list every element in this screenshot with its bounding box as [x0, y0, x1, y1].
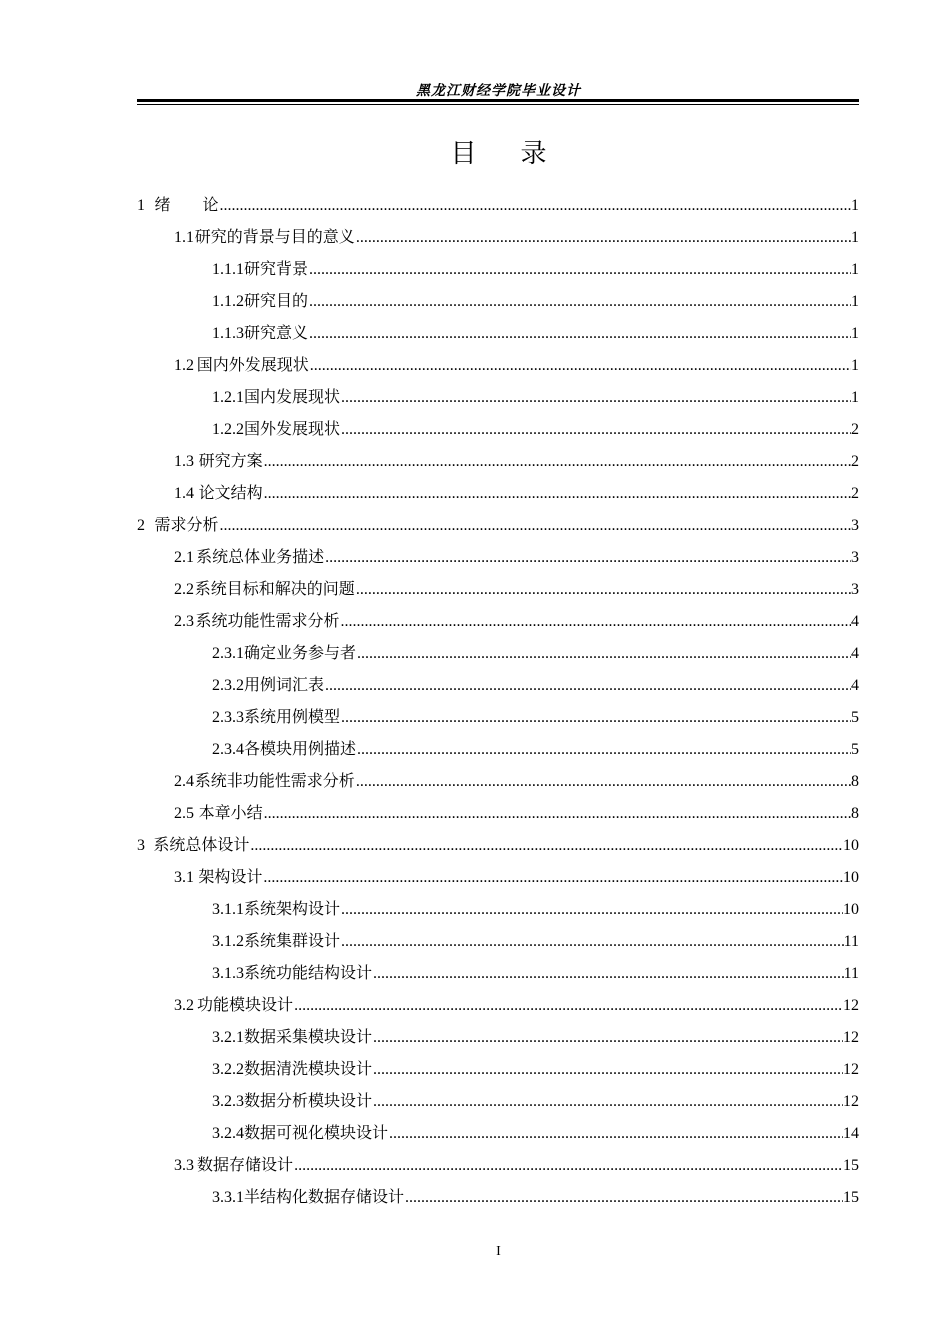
toc-entry[interactable] — [137, 894, 859, 926]
toc-entry-number: 2.5 — [174, 805, 194, 822]
toc-entry-title: 系统集群设计 — [244, 933, 341, 950]
toc-entry-title: 数据可视化模块设计 — [244, 1125, 389, 1142]
toc-entry[interactable] — [137, 286, 859, 318]
toc-entry-number: 1.4 — [174, 485, 194, 502]
toc-entry-number: 3.1 — [174, 869, 194, 886]
toc-dot-leader — [372, 1086, 843, 1118]
toc-entry-title: 数据采集模块设计 — [244, 1029, 373, 1046]
toc-dot-leader — [249, 830, 843, 862]
toc-dot-leader — [263, 446, 851, 478]
toc-entry[interactable] — [137, 190, 859, 222]
toc-entry-page: 8 — [851, 805, 859, 822]
toc-entry-page: 11 — [843, 933, 859, 950]
toc-entry-page: 1 — [851, 325, 859, 342]
toc-entry-page: 2 — [851, 421, 859, 438]
toc-entry[interactable] — [137, 926, 859, 958]
toc-entry-number: 3.1.1 — [212, 901, 244, 918]
toc-entry-page: 10 — [843, 901, 859, 918]
toc-entry-number: 3.1.3 — [212, 965, 244, 982]
toc-entry-title: 系统非功能性需求分析 — [194, 773, 355, 790]
toc-entry-title: 系统功能性需求分析 — [195, 613, 340, 630]
toc-entry-page: 1 — [851, 261, 859, 278]
toc-entry-page: 8 — [851, 773, 859, 790]
toc-entry-number: 3.2.4 — [212, 1125, 244, 1142]
toc-entry[interactable] — [137, 766, 859, 798]
toc-entry-title: 数据分析模块设计 — [244, 1093, 373, 1110]
toc-entry[interactable] — [137, 414, 859, 446]
toc-entry-number: 1.1.3 — [212, 325, 244, 342]
toc-entry-number: 1.1.1 — [212, 261, 244, 278]
toc-entry[interactable] — [137, 478, 859, 510]
toc-entry-number: 2 — [137, 517, 145, 534]
toc-entry[interactable] — [137, 318, 859, 350]
toc-entry[interactable] — [137, 990, 859, 1022]
toc-entry-number: 2.1 — [174, 549, 194, 566]
toc-entry-number: 2.3.2 — [212, 677, 244, 694]
toc-entry-number: 2.3 — [174, 613, 194, 630]
toc-entry[interactable] — [137, 574, 859, 606]
toc-entry[interactable] — [137, 1022, 859, 1054]
toc-entry-page: 4 — [851, 677, 859, 694]
toc-entry-page: 1 — [851, 197, 859, 214]
toc-entry-page: 1 — [851, 389, 859, 406]
toc-entry-title: 系统总体业务描述 — [196, 549, 325, 566]
toc-dot-leader — [340, 702, 851, 734]
toc-entry-title: 研究背景 — [244, 261, 309, 278]
header-rule-thick — [137, 99, 859, 102]
page-header-title: 黑龙江财经学院毕业设计 — [416, 84, 581, 99]
toc-entry-title: 半结构化数据存储设计 — [244, 1189, 405, 1206]
toc-entry-page: 3 — [851, 581, 859, 598]
toc-entry[interactable] — [137, 1150, 859, 1182]
toc-entry-title: 研究目的 — [244, 293, 309, 310]
toc-dot-leader — [218, 510, 851, 542]
toc-dot-leader — [372, 958, 844, 990]
toc-entry-number: 3.2.1 — [212, 1029, 244, 1046]
toc-entry-number: 1.2.1 — [212, 389, 244, 406]
toc-entry[interactable] — [137, 958, 859, 990]
toc-dot-leader — [218, 190, 851, 222]
header-rule-thin — [137, 104, 859, 105]
toc-entry-page: 12 — [843, 1093, 859, 1110]
toc-entry-page: 15 — [843, 1189, 859, 1206]
toc-dot-leader — [324, 670, 851, 702]
toc-entry-page: 14 — [843, 1125, 859, 1142]
toc-entry-title: 架构设计 — [198, 869, 263, 886]
toc-entry-title: 论文结构 — [198, 485, 263, 502]
toc-entry-page: 10 — [843, 837, 859, 854]
toc-dot-leader — [339, 606, 851, 638]
toc-title-char: 录 — [520, 139, 547, 168]
toc-entry[interactable] — [137, 542, 859, 574]
toc-entry-page: 4 — [851, 645, 859, 662]
toc-dot-leader — [372, 1054, 843, 1086]
toc-entry[interactable] — [137, 446, 859, 478]
toc-entry-title: 本章小结 — [198, 805, 263, 822]
toc-dot-leader — [308, 286, 851, 318]
toc-dot-leader — [404, 1182, 843, 1214]
toc-entry-title: 国内发展现状 — [244, 389, 341, 406]
toc-entry[interactable] — [137, 606, 859, 638]
toc-entry-title: 国外发展现状 — [244, 421, 341, 438]
toc-entry-number: 3.1.2 — [212, 933, 244, 950]
toc-entry-page: 12 — [843, 1029, 859, 1046]
toc-entry-title: 系统目标和解决的问题 — [194, 581, 355, 598]
toc-entry[interactable] — [137, 1118, 859, 1150]
table-of-contents — [137, 190, 859, 1214]
toc-dot-leader — [355, 766, 851, 798]
toc-entry[interactable] — [137, 862, 859, 894]
toc-entry-page: 5 — [851, 709, 859, 726]
toc-entry[interactable] — [137, 1086, 859, 1118]
toc-entry-number: 1.3 — [174, 453, 194, 470]
toc-dot-leader — [293, 1150, 843, 1182]
toc-entry-title: 国内外发展现状 — [196, 357, 309, 374]
toc-dot-leader — [308, 254, 851, 286]
toc-dot-leader — [340, 926, 844, 958]
toc-entry-page: 3 — [851, 549, 859, 566]
toc-entry-title: 绪 论 — [154, 197, 219, 214]
toc-entry[interactable] — [137, 1054, 859, 1086]
toc-entry-page: 1 — [851, 357, 859, 374]
toc-entry[interactable] — [137, 510, 859, 542]
toc-entry[interactable] — [137, 382, 859, 414]
toc-entry-title: 数据存储设计 — [197, 1157, 294, 1174]
toc-entry-number: 2.4 — [174, 773, 194, 790]
toc-entry-number: 2.3.1 — [212, 645, 244, 662]
toc-entry[interactable] — [137, 798, 859, 830]
toc-entry-number: 3.3 — [174, 1157, 194, 1174]
toc-dot-leader — [388, 1118, 843, 1150]
toc-entry-number: 2.3.4 — [212, 741, 244, 758]
toc-entry-title: 系统总体设计 — [153, 837, 250, 854]
toc-title — [0, 133, 950, 170]
toc-dot-leader — [324, 542, 851, 574]
toc-entry[interactable] — [137, 670, 859, 702]
toc-dot-leader — [309, 350, 851, 382]
toc-entry-title: 系统功能结构设计 — [244, 965, 373, 982]
toc-entry-title: 数据清洗模块设计 — [244, 1061, 373, 1078]
toc-entry-page: 2 — [851, 485, 859, 502]
toc-entry-number: 1.2.2 — [212, 421, 244, 438]
toc-entry-page: 11 — [843, 965, 859, 982]
toc-entry-number: 1 — [137, 197, 145, 214]
toc-dot-leader — [340, 894, 843, 926]
toc-entry[interactable] — [137, 254, 859, 286]
toc-entry-page: 3 — [851, 517, 859, 534]
toc-entry-page: 4 — [851, 613, 859, 630]
toc-entry[interactable] — [137, 638, 859, 670]
toc-entry[interactable] — [137, 702, 859, 734]
page-number: I — [496, 1244, 501, 1259]
toc-dot-leader — [340, 382, 851, 414]
toc-entry-title: 确定业务参与者 — [244, 645, 357, 662]
toc-entry-page: 12 — [843, 1061, 859, 1078]
toc-entry-title: 系统架构设计 — [244, 901, 341, 918]
toc-dot-leader — [293, 990, 843, 1022]
toc-entry-page: 2 — [851, 453, 859, 470]
toc-title-char: 目 — [450, 139, 477, 168]
toc-entry-number: 1.1.2 — [212, 293, 244, 310]
toc-entry-title: 需求分析 — [154, 517, 219, 534]
toc-entry-number: 3.2 — [174, 997, 194, 1014]
toc-entry-page: 12 — [843, 997, 859, 1014]
toc-dot-leader — [308, 318, 851, 350]
toc-entry-page: 1 — [851, 293, 859, 310]
toc-entry-page: 5 — [851, 741, 859, 758]
toc-entry-title: 研究的背景与目的意义 — [194, 229, 355, 246]
toc-entry-title: 系统用例模型 — [244, 709, 341, 726]
toc-dot-leader — [262, 862, 843, 894]
toc-entry-number: 3.2.3 — [212, 1093, 244, 1110]
toc-entry-title: 功能模块设计 — [197, 997, 294, 1014]
toc-entry-number: 1.2 — [174, 357, 194, 374]
toc-entry-page: 15 — [843, 1157, 859, 1174]
toc-entry-title: 研究意义 — [244, 325, 309, 342]
toc-entry-number: 2.3.3 — [212, 709, 244, 726]
toc-entry-number: 3 — [137, 837, 145, 854]
toc-entry-number: 3.2.2 — [212, 1061, 244, 1078]
toc-dot-leader — [263, 798, 851, 830]
toc-entry[interactable] — [137, 1182, 859, 1214]
toc-entry[interactable] — [137, 734, 859, 766]
toc-entry-number: 3.3.1 — [212, 1189, 244, 1206]
toc-entry-number: 1.1 — [174, 229, 194, 246]
toc-entry[interactable] — [137, 830, 859, 862]
toc-entry-page: 1 — [851, 229, 859, 246]
toc-dot-leader — [355, 574, 851, 606]
toc-entry-number: 2.2 — [174, 581, 194, 598]
toc-entry[interactable] — [137, 350, 859, 382]
toc-entry[interactable] — [137, 222, 859, 254]
toc-dot-leader — [355, 222, 851, 254]
toc-dot-leader — [263, 478, 851, 510]
toc-entry-title: 用例词汇表 — [244, 677, 325, 694]
toc-dot-leader — [356, 734, 851, 766]
toc-entry-title: 研究方案 — [198, 453, 263, 470]
toc-dot-leader — [372, 1022, 843, 1054]
toc-entry-page: 10 — [843, 869, 859, 886]
toc-dot-leader — [340, 414, 851, 446]
toc-entry-title: 各模块用例描述 — [244, 741, 357, 758]
toc-dot-leader — [356, 638, 851, 670]
